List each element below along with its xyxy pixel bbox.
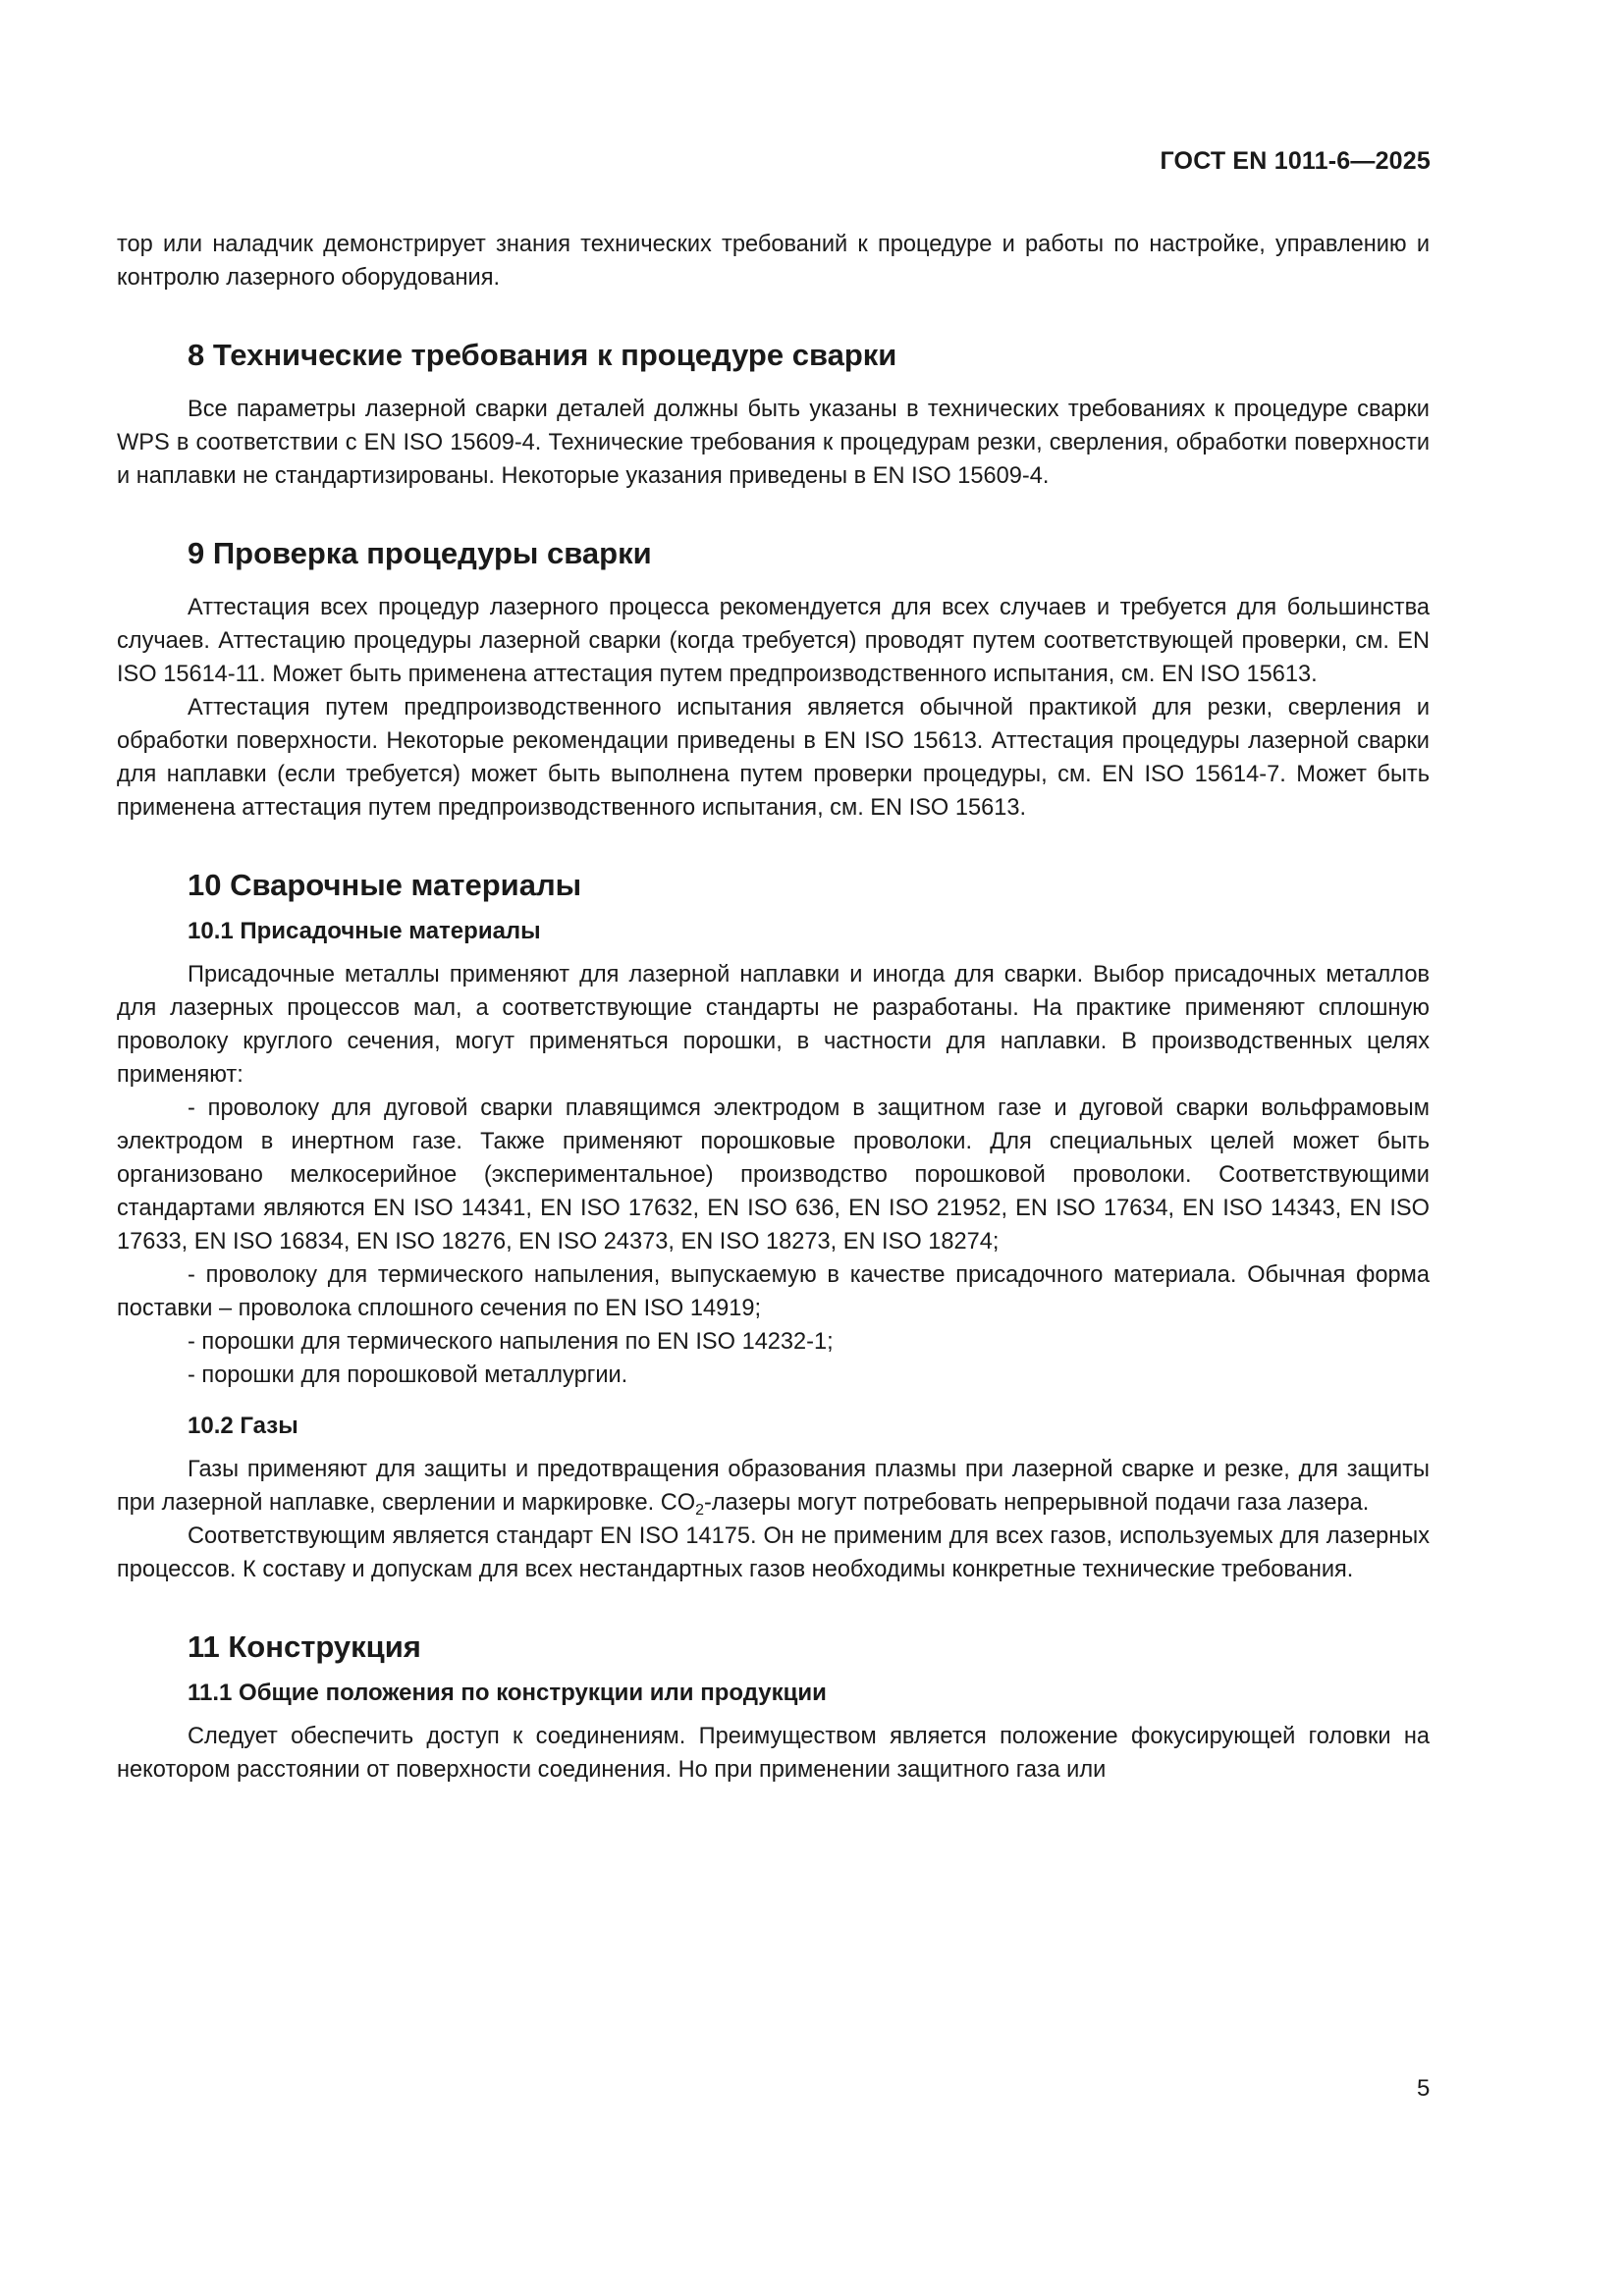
document-code-header: ГОСТ EN 1011-6—2025 <box>1160 147 1431 175</box>
subsection-10-2-paragraph: Соответствующим является стандарт EN ISO 14175. Он не применим для всех газов, используемых для лазерных процессов. К составу и допускам для всех нестандартных газов необходимы конкретные технические требования. <box>117 1523 1430 1582</box>
subsection-10-1-heading: 10.1 Присадочные материалы <box>188 918 541 944</box>
page-number: 5 <box>1417 2075 1431 2102</box>
section-8-heading: 8 Технические требования к процедуре сварки <box>188 338 897 372</box>
subsection-10-1-paragraph: Присадочные металлы применяют для лазерной наплавки и иногда для сварки. Выбор присадочных металлов для лазерных процессов мал, а соответствующие стандарты не разработаны. На практике применяют сплошную проволоку круглого сечения, могут применяться порошки, в частности для наплавки. В производственных целях применяют: <box>117 962 1430 1088</box>
list-item: - проволоку для термического напыления, выпускаемую в качестве присадочного материала. Обычная форма поставки – проволока сплошного сечения по EN ISO 14919; <box>117 1262 1430 1321</box>
section-8-paragraph: Все параметры лазерной сварки деталей должны быть указаны в технических требованиях к процедуре сварки WPS в соответствии с EN ISO 15609-4. Технические требования к процедурам резки, сверления, обработки поверхности и наплавки не стандартизированы. Некоторые указания приведены в EN ISO 15609-4. <box>117 397 1430 489</box>
list-item: - порошки для термического напыления по EN ISO 14232-1; <box>188 1329 834 1355</box>
section-9-paragraph: Аттестация всех процедур лазерного процесса рекомендуется для всех случаев и требуется для большинства случаев. Аттестацию процедуры лазерной сварки (когда требуется) проводят путем соответствующей проверки, см. EN ISO 15614-11. Может быть применена аттестация путем предпроизводственного испытания, см. EN ISO 15613. <box>117 595 1430 687</box>
section-9-heading: 9 Проверка процедуры сварки <box>188 536 652 570</box>
subsection-10-2-paragraph <box>117 1453 1430 1520</box>
text-run: -лазеры могут потребовать непрерывной подачи газа лазера. <box>704 1490 1370 1516</box>
section-9-paragraph: Аттестация путем предпроизводственного испытания является обычной практикой для резки, сверления и обработки поверхности. Некоторые рекомендации приведены в EN ISO 15613. Аттестация процедуры лазерной сварки для наплавки (если требуется) может быть выполнена путем проверки процедуры, см. EN ISO 15614-7. Может быть применена аттестация путем предпроизводственного испытания, см. EN ISO 15613. <box>117 695 1430 821</box>
page-content <box>117 228 1430 1787</box>
section-11-heading: 11 Конструкция <box>188 1629 421 1664</box>
subsection-11-1-heading: 11.1 Общие положения по конструкции или продукции <box>188 1680 827 1706</box>
intro-continuation-paragraph: тор или наладчик демонстрирует знания технических требований к процедуре и работы по настройке, управлению и контролю лазерного оборудования. <box>117 232 1430 291</box>
section-10-heading: 10 Сварочные материалы <box>188 868 582 902</box>
text-run: Газы применяют для защиты и предотвращения образования плазмы при лазерной сварке и резке, для защиты при лазерной наплавке, сверлении и маркировке. CO <box>117 1457 1430 1516</box>
subsection-11-1-paragraph: Следует обеспечить доступ к соединениям. Преимуществом является положение фокусирующей головки на некотором расстоянии от поверхности соединения. Но при применении защитного газа или <box>117 1724 1430 1783</box>
subsection-10-2-heading: 10.2 Газы <box>188 1413 298 1439</box>
list-item: - проволоку для дуговой сварки плавящимся электродом в защитном газе и дуговой сварки вольфрамовым электродом в инертном газе. Также применяют порошковые проволоки. Для специальных целей может быть организовано мелкосерийное (экспериментальное) производство порошковой проволоки. Соответствующими стандартами являются EN ISO 14341, EN ISO 17632, EN ISO 636, EN ISO 21952, EN ISO 17634, EN ISO 14343, EN ISO 17633, EN ISO 16834, EN ISO 18276, EN ISO 24373, EN ISO 18273, EN ISO 18274; <box>117 1095 1430 1255</box>
list-item: - порошки для порошковой металлургии. <box>188 1362 628 1388</box>
subscript: 2 <box>695 1502 705 1519</box>
